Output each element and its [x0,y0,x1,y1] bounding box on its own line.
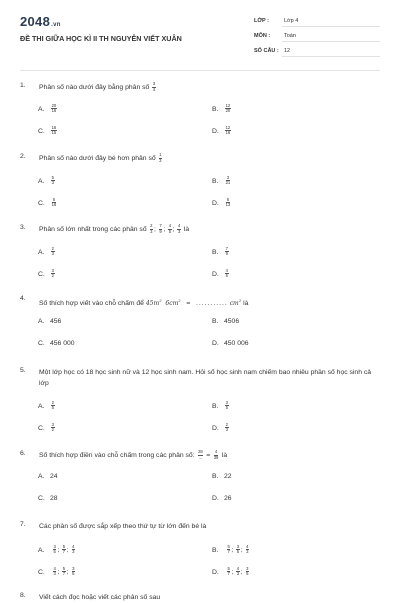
math-term: $6cm^2$ [165,298,181,307]
meta-label: LỚP : [254,18,269,24]
math-term: $45m^2$ [145,298,162,307]
question-number: 4. [20,295,26,302]
question-number: 8. [20,592,26,599]
option-3a[interactable]: A. $\frac{2}{3}$ [38,246,54,257]
option-7a[interactable]: A. $\frac{3}{5}$ ; $\frac{5}{7}$ ; $\frac{4}{3}$ [38,544,75,555]
option-7b[interactable]: B. $\frac{5}{7}$ ; $\frac{3}{5}$ ; $\frac{4}{3}$ [212,544,249,555]
question-number: 1. [20,82,26,89]
brand-logo[interactable] [20,14,61,29]
question-text: Phân số lớn nhất trong các phân số $\frac{2}{3}$ ; $\frac{7}{9}$ ; $\frac{4}{5}$ ; $\frac{4}{3}$ là [39,223,190,234]
question-text: Phân số nào dưới đây bằng phân số $\frac{3}{4}$ [39,81,156,92]
question-text: Phân số nào dưới đây bé hơn phân số $\frac{1}{3}$ [39,152,162,163]
option-1b[interactable]: B. $\frac{12}{20}$ [212,103,231,114]
meta-value: Toán [284,33,296,39]
option-6b[interactable]: B. 22 [212,473,232,480]
option-4c[interactable]: C. 456 000 [38,340,75,347]
meta-label: SỐ CÂU : [254,48,279,54]
option-2c[interactable]: C. $\frac{6}{18}$ [38,197,57,208]
meta-label: MÔN : [254,33,271,39]
option-4d[interactable]: D. 450 006 [212,340,249,347]
option-2d[interactable]: D. $\frac{6}{13}$ [212,197,231,208]
header-divider [20,70,380,71]
option-1d[interactable]: D. $\frac{12}{16}$ [212,125,231,136]
brand-suffix: .vn [51,22,61,28]
meta-class [254,18,380,24]
option-5a[interactable]: A. $\frac{2}{5}$ [38,400,54,411]
option-4b[interactable]: B. 4506 [212,318,240,325]
option-7d[interactable]: D. $\frac{5}{7}$ ; $\frac{4}{3}$ ; $\frac{3}{5}$ [212,566,249,577]
option-6a[interactable]: A. 24 [38,473,58,480]
fraction: $\frac{1}{3}$ [159,152,162,163]
option-7c[interactable]: C. $\frac{4}{3}$ ; $\frac{5}{7}$ ; $\frac{3}{5}$ [38,566,75,577]
question-text: Các phân số được sắp xếp theo thứ tự từ lớn đến bé là [39,523,207,530]
brand-name: 2048 [20,14,51,29]
option-4a[interactable]: A. 456 [38,318,62,325]
question-number: 5. [20,367,26,374]
option-6d[interactable]: D. 26 [212,495,232,502]
question-text: Viết cách đọc hoặc viết các phân số sau [39,594,161,601]
question-text: Số thích hợp điền vào chỗ chấm trong các phân số: $\frac{28}{...}$ = $\frac{4}{39}$ là [39,449,228,460]
exam-title: ĐỀ THI GIỮA HỌC KÌ II TH NGUYỄN VIẾT XUÂN [20,34,182,43]
option-3b[interactable]: B. $\frac{7}{9}$ [212,246,228,257]
fraction: $\frac{3}{4}$ [152,81,156,92]
option-2b[interactable]: B. $\frac{3}{21}$ [212,175,231,186]
question-number: 6. [20,450,26,457]
meta-value: Lớp 4 [284,18,299,24]
meta-subject [254,33,380,39]
option-5c[interactable]: C. $\frac{3}{2}$ [38,422,54,433]
math-term: $cm^2$ [229,298,242,307]
meta-question-count [254,48,380,54]
question-text: Số thích hợp viết vào chỗ chấm để $45m^2$ $6cm^2$ = ........... $cm^2$ là [39,298,249,307]
option-5b[interactable]: B. $\frac{3}{5}$ [212,400,228,411]
option-5d[interactable]: D. $\frac{2}{3}$ [212,422,228,433]
option-3c[interactable]: C. $\frac{3}{2}$ [38,268,54,279]
question-number: 7. [20,521,26,528]
option-6c[interactable]: C. 28 [38,495,58,502]
option-1a[interactable]: A. $\frac{20}{16}$ [38,103,57,114]
question-number: 3. [20,224,26,231]
meta-value: 12 [284,48,291,54]
option-2a[interactable]: A. $\frac{5}{3}$ [38,175,54,186]
question-text: Một lớp học có 18 học sinh nữ và 12 học sinh nam. Hỏi số học sinh nam chiếm bao nhiêu phần số học sinh cả lớp [39,369,372,387]
option-1c[interactable]: C. $\frac{16}{15}$ [38,125,57,136]
question-number: 2. [20,153,26,160]
option-3d[interactable]: D. $\frac{4}{5}$ [212,268,228,279]
